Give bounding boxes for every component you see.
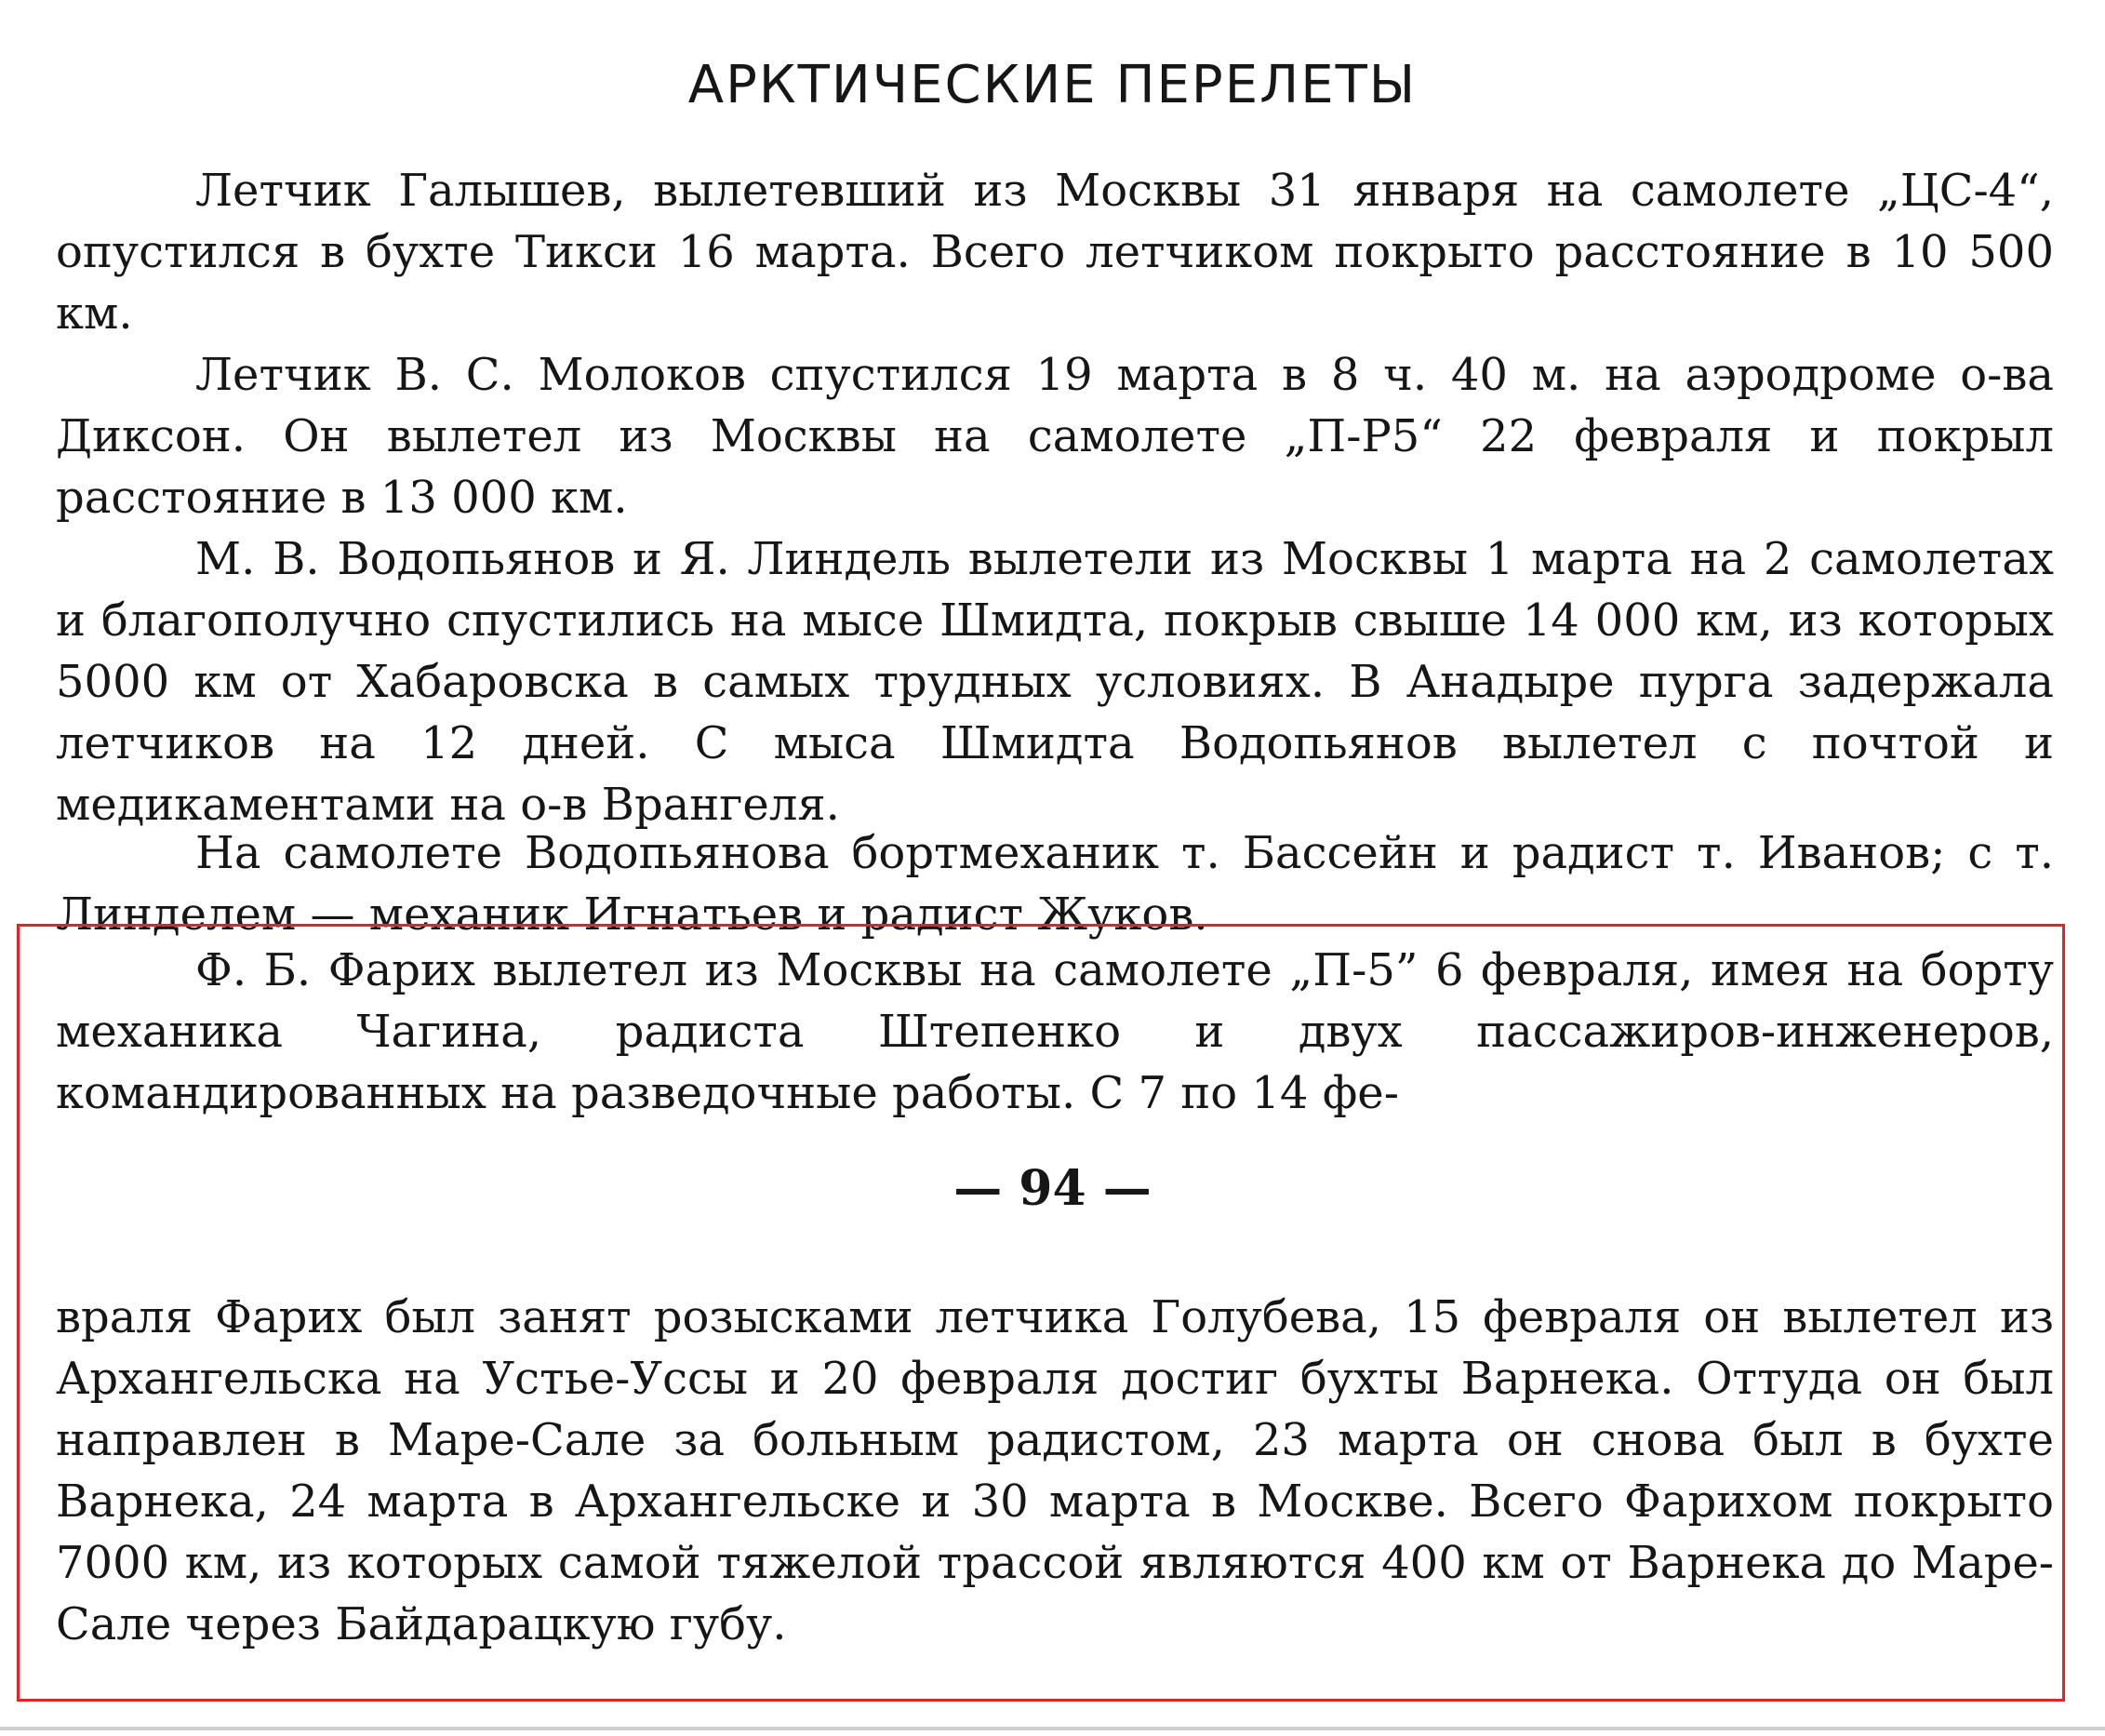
paragraph-molokov: Летчик В. С. Молоков спустился 19 марта в 8 ч. 40 м. на аэродроме о-ва Диксон. Он вылетел из Москвы на самолете „П-Р5“ 22 февраля и покрыл расстояние в 13 000 км. (56, 349, 2054, 524)
paragraph-vodopyanov: М. В. Водопьянов и Я. Линдель вылетели из Москвы 1 марта на 2 самолетах и благополучно спустились на мысе Шмидта, покрыв свыше 14 000 км, из которых 5000 км от Хабаровска в самых трудных условиях. В Анадыре пурга задержала летчиков на 12 дней. С мыса Шмидта Водопьянов вылетел с почтой и медикаментами на о-в Врангеля. (56, 533, 2054, 831)
paragraph-crew: На самолете Водопьянова бортмеханик т. Бассейн и радист т. Иванов; с т. Линделем — механик Игнатьев и радист Жуков. (56, 827, 2054, 941)
page-heading: АРКТИЧЕСКИЕ ПЕРЕЛЕТЫ (687, 55, 1418, 115)
page-number: — 94 — (953, 1160, 1152, 1217)
paragraph-farikh-start: Ф. Б. Фарих вылетел из Москвы на самолете „П-5” 6 февраля, имея на борту механика Чагина, радиста Штепенко и двух пассажиров-инженеров, командированных на разведочные работы. С 7 по 14 фе- (56, 944, 2054, 1119)
bottom-edge-rule (0, 1727, 2105, 1730)
paragraph-galyshev: Летчик Галышев, вылетевший из Москвы 31 января на самолете „ЦС-4“, опустился в бухте Тикси 16 марта. Всего летчиком покрыто расстояние в 10 500 км. (56, 165, 2054, 340)
paragraph-farikh-continued: враля Фарих был занят розысками летчика Голубева, 15 февраля он вылетел из Архангельска на Устье-Уссы и 20 февраля достиг бухты Варнека. Оттуда он был направлен в Маре-Сале за больным радистом, 23 марта он снова был в бухте Варнека, 24 марта в Архангельске и 30 марта в Москве. Всего Фарихом покрыто 7000 км, из которых самой тяжелой трассой являются 400 км от Варнека до Маре-Сале через Байдарацкую губу. (56, 1291, 2054, 1650)
